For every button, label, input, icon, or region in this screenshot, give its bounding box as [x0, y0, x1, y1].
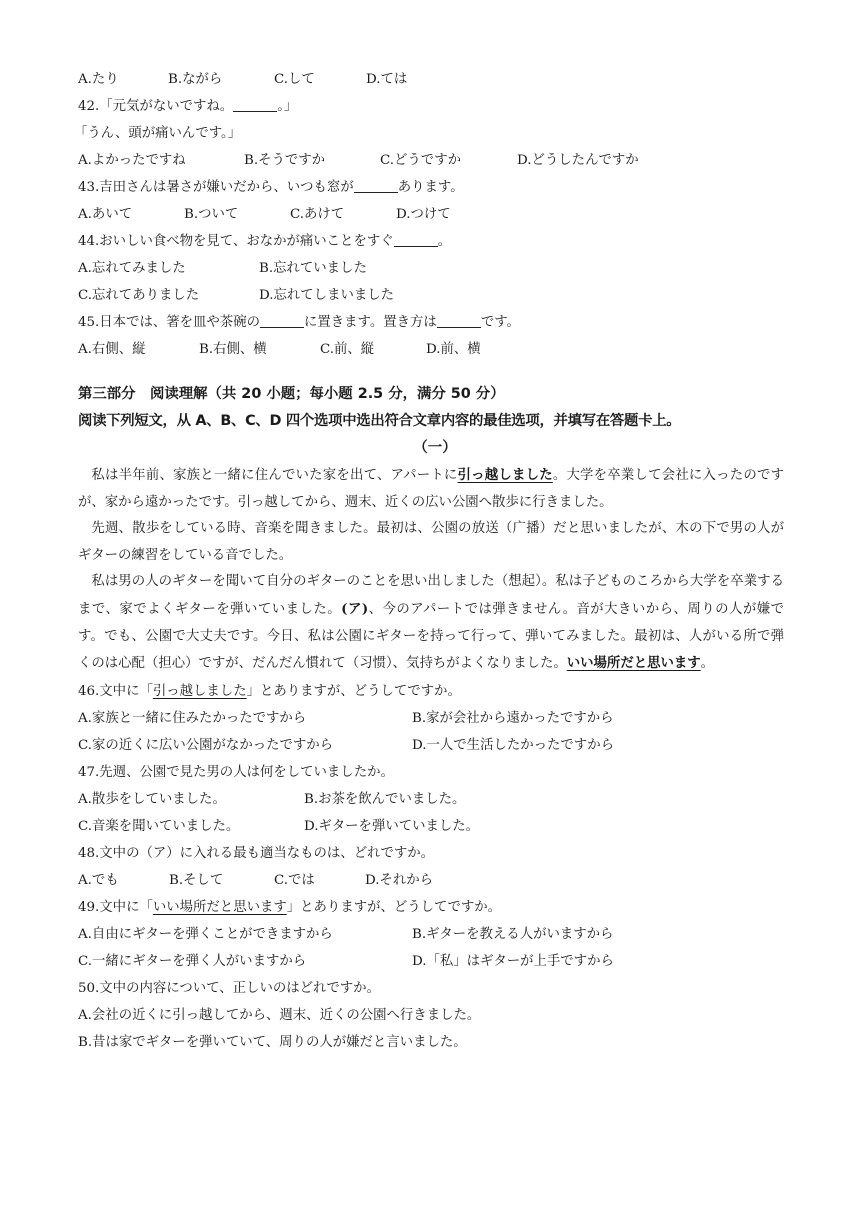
option: C.あけて: [290, 207, 345, 222]
q46-options-1: [78, 705, 784, 732]
option: C.一緒にギターを弾く人がいますから: [78, 953, 307, 969]
passage-text: 、今のアパートでは弾きません。音が大きいから、周りの人が嫌です。でも、公園で大丈夫です。今日、私は公園にギターを持って行って、弾いてみました。最初は、人がいる所で弾くのは心配（担心）ですが、だんだん慣れて（习惯）、気持ちがよくなりました。: [78, 601, 785, 672]
section-instruction: 阅读下列短文，从 A、B、C、D 四个选项中选出符合文章内容的最佳选项，并填写在答题卡上。: [78, 413, 681, 429]
option: D.ギターを弾いていました。: [304, 818, 480, 834]
passage-text: 。大学を卒業して会社に入ったのですが、家から遠かったです。引っ越してから、週末、近くの広い公園へ散歩に行きました。: [78, 468, 784, 510]
question-text: です。: [480, 315, 520, 330]
q45-options: [78, 336, 784, 363]
section-gap: [78, 363, 784, 381]
answer-blank: [233, 97, 277, 112]
question-text: 。: [437, 234, 452, 249]
q48-options: [78, 867, 784, 894]
question-text: あります。: [397, 180, 464, 195]
answer-blank: [437, 313, 481, 328]
question-text: 45.日本では、箸を皿や茶碗の: [78, 315, 260, 330]
q43-stem: [78, 174, 784, 201]
option: B.そうですか: [244, 153, 326, 168]
q42-stem: [78, 93, 784, 120]
q44-stem: [78, 228, 784, 255]
option: B.ギターを教える人がいますから: [412, 926, 614, 942]
option: A.会社の近くに引っ越してから、週末、近くの公園へ行きました。: [78, 1007, 481, 1023]
option: D.つけて: [396, 207, 451, 222]
option: A.忘れてみました: [78, 261, 186, 276]
option: D.前、横: [426, 342, 481, 357]
option: C.忘れてありました: [78, 288, 200, 303]
option: A.でも: [78, 872, 119, 888]
option: B.お茶を飲んでいました。: [304, 791, 466, 807]
option: A.自由にギターを弾くことができますから: [78, 926, 333, 942]
q49-options-1: [78, 921, 784, 948]
option: B.忘れていました: [259, 261, 367, 276]
answer-blank: [354, 178, 398, 193]
option: C.どうですか: [380, 153, 461, 168]
option: D.それから: [365, 872, 434, 888]
option: B.家が会社から遠かったですから: [412, 710, 614, 726]
q45-stem: [78, 309, 784, 336]
question-text: に置きます。置き方は: [303, 315, 437, 330]
q50-stem: 50.文中の内容について、正しいのはどれですか。: [78, 980, 380, 996]
option: D.「私」はギターが上手ですから: [412, 953, 614, 969]
question-text: 49.文中に「: [78, 899, 153, 915]
answer-blank: [394, 232, 438, 247]
underlined-phrase: いい場所だと思います: [152, 899, 287, 915]
option: A.家族と一緒に住みたかったですから: [78, 710, 307, 726]
underlined-phrase: 引っ越しました: [457, 467, 553, 483]
q47-options-1: [78, 786, 784, 813]
q42-options: [78, 147, 784, 174]
q46-options-2: [78, 732, 784, 759]
option: A.右側、縦: [78, 342, 146, 357]
question-text: 。」: [277, 99, 298, 114]
option: C.して: [274, 72, 315, 87]
passage-paragraph-1: [78, 462, 784, 516]
passage-paragraph-2: 先週、散歩をしている時、音楽を聞きました。最初は、公園の放送（广播）だと思いましたが、木の下で男の人がギターの練習をしている音でした。: [78, 521, 784, 563]
option: A.あいて: [78, 207, 133, 222]
q44-options-1: [78, 255, 784, 282]
option: C.音楽を聞いていました。: [78, 818, 240, 834]
q48-stem: 48.文中の（ア）に入れる最も適当なものは、どれですか。: [78, 845, 435, 861]
exam-page: [74, 66, 785, 1056]
answer-blank: [260, 313, 304, 328]
passage-number: （一）: [413, 440, 457, 456]
section-title: 第三部分 阅读理解（共 20 小题；每小题 2.5 分，满分 50 分）: [78, 386, 505, 402]
question-text: 」とありますが、どうしてですか。: [286, 899, 502, 915]
question-text: 46.文中に「: [78, 683, 153, 699]
passage-text: 私は男の人のギターを聞いて自分のギターのことを思い出しました（想起）。私は子どものころから大学を卒業するまで、家でよくギターを弾いていました。: [78, 574, 784, 617]
question-text: 」とありますが、どうしてですか。: [246, 683, 461, 699]
question-text: 44.おいしい食べ物を見て、おなかが痛いことをすぐ: [78, 234, 394, 249]
option: A.たり: [78, 72, 119, 87]
option: C.前、縦: [320, 342, 375, 357]
q42-reply: 「うん、頭が痛いんです。」: [74, 126, 242, 141]
q41-options: [78, 66, 784, 93]
option: A.よかったですね: [78, 153, 186, 168]
option: D.忘れてしまいました: [259, 288, 395, 303]
q49-stem: [78, 894, 784, 921]
q43-options: [78, 201, 784, 228]
option: D.ては: [366, 72, 408, 87]
q47-options-2: [78, 813, 784, 840]
option: C.では: [274, 872, 315, 888]
q46-stem: [78, 678, 784, 705]
option: D.一人で生活したかったですから: [412, 737, 614, 753]
q44-options-2: [78, 282, 784, 309]
option: D.どうしたんですか: [517, 153, 639, 168]
underlined-phrase: 引っ越しました: [152, 683, 247, 699]
question-text: 42.「元気がないですね。: [78, 99, 234, 114]
question-text: 43.吉田さんは暑さが嫌いだから、いつも窓が: [78, 180, 354, 195]
option: B.昔は家でギターを弾いていて、周りの人が嫌だと言いました。: [78, 1034, 467, 1050]
passage-text: 私は半年前、家族と一緒に住んでいた家を出て、アパートに: [91, 468, 458, 483]
option: B.ついて: [184, 207, 239, 222]
option: A.散歩をしていました。: [78, 791, 226, 807]
blank-marker: (ア): [341, 600, 369, 617]
q47-stem: 47.先週、公園で見た男の人は何をしていましたか。: [78, 764, 394, 780]
q49-options-2: [78, 948, 784, 975]
option: B.そして: [169, 872, 224, 888]
passage-text: 。: [700, 656, 715, 672]
option: B.ながら: [168, 72, 223, 87]
option: C.家の近くに広い公園がなかったですから: [78, 737, 334, 753]
passage-paragraph-3: [78, 569, 784, 677]
option: B.右側、横: [199, 342, 267, 357]
underlined-phrase: いい場所だと思います: [566, 655, 701, 672]
